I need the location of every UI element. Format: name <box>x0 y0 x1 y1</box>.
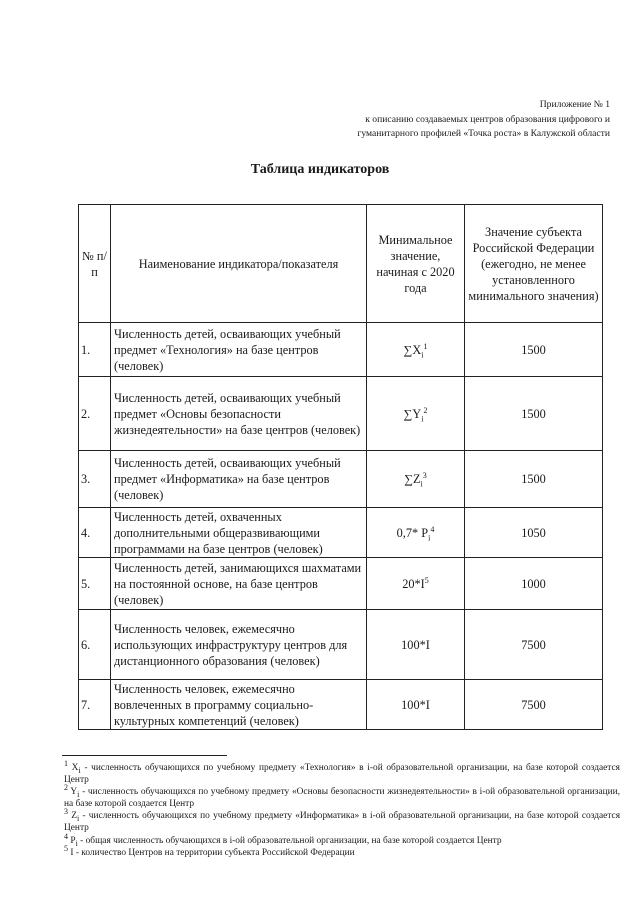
appendix-number: Приложение № 1 <box>539 99 610 110</box>
table-row <box>79 558 603 610</box>
footnote-variable: P <box>70 835 76 846</box>
subject-value: 1500 <box>465 323 603 377</box>
footnote-item <box>64 758 620 786</box>
min-value-formula: ∑X <box>403 342 422 357</box>
footnote-variable-subscript: i <box>77 790 80 800</box>
indicator-name: Численность детей, осваивающих учебный предмет «Основы безопасности жизнедеятельности» на базе центров (человек) <box>111 377 367 451</box>
row-number: 4. <box>79 508 111 558</box>
min-value-subscript: i <box>420 479 423 489</box>
footnote-mark: 3 <box>64 807 68 817</box>
subject-value: 1000 <box>465 558 603 610</box>
footnote-ref: 5 <box>424 575 429 585</box>
document-title: Таблица индикаторов <box>250 162 390 177</box>
min-value <box>367 377 465 451</box>
header-num: № п/п <box>79 205 111 323</box>
min-value <box>367 451 465 508</box>
row-number: 3. <box>79 451 111 508</box>
footnote-mark: 1 <box>64 758 68 768</box>
min-value <box>367 680 465 730</box>
table-row <box>79 377 603 451</box>
header-subject-value: Значение субъекта Российской Федерации (ежегодно, не менее установленного минимального значения) <box>465 205 603 323</box>
min-value <box>367 323 465 377</box>
subject-value: 1500 <box>465 377 603 451</box>
min-value <box>367 610 465 680</box>
min-value-subscript: i <box>428 532 431 542</box>
subject-value: 7500 <box>465 610 603 680</box>
footnote-variable: Y <box>70 787 78 798</box>
indicator-name: Численность детей, охваченных дополнительными общеразвивающими программами на базе центров (человек) <box>111 508 367 558</box>
appendix-line3: гуманитарного профилей «Точка роста» в Калужской области <box>357 128 610 139</box>
footnote-ref: 1 <box>423 341 428 351</box>
footnote-text: - численность обучающихся по учебному предмету «Информатика» в i-ой образовательной организации, на базе которой создается Центр <box>64 811 621 834</box>
footnote-variable-subscript: i <box>75 838 78 848</box>
min-value-formula: ∑Z <box>404 472 421 486</box>
footnote-variable-subscript: i <box>78 765 81 775</box>
footnote-mark: 5 <box>64 843 68 853</box>
min-value-subscript: i <box>421 413 424 423</box>
table-header-row <box>79 205 603 323</box>
header-name: Наименование индикатора/показателя <box>111 205 367 323</box>
subject-value: 1500 <box>465 451 603 508</box>
footnote-variable: Z <box>71 811 77 822</box>
min-value <box>367 508 465 558</box>
table-row <box>79 451 603 508</box>
subject-value: 7500 <box>465 680 603 730</box>
indicator-name: Численность детей, осваивающих учебный предмет «Технология» на базе центров (человек) <box>111 323 367 377</box>
footnote-ref: 4 <box>430 524 435 534</box>
indicator-name: Численность человек, ежемесячно вовлеченных в программу социально-культурных компетенций (человек) <box>111 680 367 730</box>
indicator-name: Численность детей, занимающихся шахматами на постоянной основе, на базе центров (человек) <box>111 558 367 610</box>
row-number: 1. <box>79 323 111 377</box>
footnote-text: - общая численность обучающихся в i-ой образовательной организации, на базе которой создается Центр <box>77 835 502 846</box>
footnote-divider <box>62 755 227 756</box>
footnote-mark: 4 <box>64 831 68 841</box>
footnote-item <box>64 807 621 834</box>
min-value-formula: 20*I <box>402 576 425 591</box>
indicator-name: Численность детей, осваивающих учебный предмет «Информатика» на базе центров (человек) <box>111 451 367 508</box>
footnote-item <box>64 783 621 810</box>
footnote-variable: X <box>71 763 79 773</box>
indicator-name: Численность человек, ежемесячно использующих инфраструктуру центров для дистанционного образования (человек) <box>111 610 367 680</box>
min-value-subscript: i <box>421 349 424 359</box>
min-value-formula: ∑Y <box>403 406 422 421</box>
appendix-header <box>280 98 610 142</box>
table-row <box>79 508 603 558</box>
min-value-formula: 100*I <box>401 637 430 652</box>
min-value-formula: 0,7* P <box>396 525 429 540</box>
footnote-variable-subscript: i <box>76 814 80 824</box>
table-row <box>79 610 603 680</box>
min-value <box>367 558 465 610</box>
row-number: 5. <box>79 558 111 610</box>
footnote-item <box>64 843 620 859</box>
header-min-value: Минимальное значение, начиная с 2020 года <box>367 205 465 323</box>
table-row <box>79 323 603 377</box>
footnote-text: - численность обучающихся по учебному предмету «Технология» в i-ой образовательной организации, на базе которой создается Центр <box>64 763 620 786</box>
min-value-formula: 100*I <box>401 697 430 712</box>
subject-value: 1050 <box>465 508 603 558</box>
row-number: 2. <box>79 377 111 451</box>
footnote-ref: 3 <box>422 470 427 480</box>
footnote-ref: 2 <box>423 405 428 415</box>
footnote-mark: 2 <box>64 783 68 793</box>
footnote-item <box>64 831 620 848</box>
indicators-table <box>78 204 603 730</box>
footnote-variable: I <box>70 847 74 858</box>
row-number: 7. <box>79 680 111 730</box>
appendix-line2: к описанию создаваемых центров образования цифрового и <box>365 113 610 125</box>
row-number: 6. <box>79 610 111 680</box>
table-row <box>79 680 603 730</box>
footnote-text: - количество Центров на территории субъекта Российской Федерации <box>73 847 355 858</box>
footnotes <box>64 758 621 859</box>
footnote-text: - численность обучающихся по учебному предмету «Основы безопасности жизнедеятельности» в i-ой образовательной организации, на базе которой создается Центр <box>64 787 621 810</box>
